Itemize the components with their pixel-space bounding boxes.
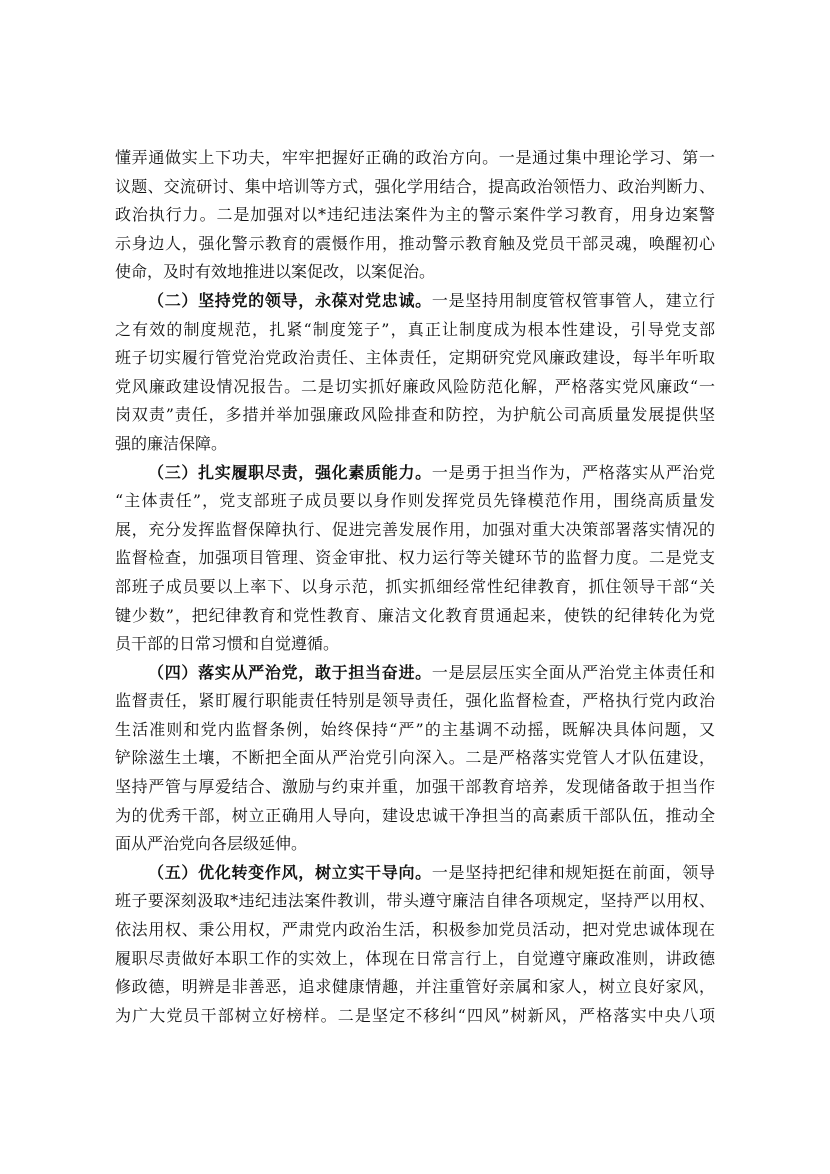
paragraph-first-line <box>115 459 715 488</box>
paragraph-line: 为广大党员干部树立好榜样。二是坚定不移纠“四风”树新风，严格落实中央八项 <box>115 1005 715 1025</box>
paragraph-line: 班子切实履行管党治党政治责任、主体责任，定期研究党风廉政建设，每半年听取 <box>115 348 715 368</box>
paragraph-text: 一是层层压实全面从严治党主体责任和 <box>431 662 715 682</box>
paragraph-line: 部班子成员要以上率下、以身示范，抓实抓细经常性纪律教育，抓住领导干部“关 <box>115 576 715 596</box>
paragraph-line: 键少数”，把纪律教育和党性教育、廉洁文化教育贯通起来，使铁的纪律转化为党 <box>115 605 715 625</box>
paragraph-line: 之有效的制度规范，扎紧“制度笼子”，真正让制度成为根本性建设，引导党支部 <box>115 319 715 339</box>
paragraph-line: 班子要深刻汲取*违纪违法案件教训，带头遵守廉洁自律各项规定，坚持严以用权、 <box>115 891 715 911</box>
paragraph-line: 铲除滋生土壤，不断把全面从严治党引向深入。二是严格落实党管人才队伍建设， <box>115 748 715 768</box>
paragraph-line: 为的优秀干部，树立正确用人导向，建设忠诚干净担当的高素质干部队伍，推动全 <box>115 805 715 825</box>
paragraph-line: 使命，及时有效地推进以案促改，以案促治。 <box>115 262 436 282</box>
document-body <box>115 144 715 1030</box>
paragraph-line: 强的廉洁保障。 <box>115 433 228 453</box>
section-heading: （四）落实从严治党，敢于担当奋进。 <box>148 662 432 682</box>
paragraph-line: 员干部的日常习惯和自觉遵循。 <box>115 634 340 654</box>
paragraph-2 <box>115 287 715 459</box>
paragraph-line: “主体责任”，党支部班子成员要以身作则发挥党员先锋模范作用，围绕高质量发 <box>115 491 715 511</box>
paragraph-line: 示身边人，强化警示教育的震慑作用，推动警示教育触及党员干部灵魂，唤醒初心 <box>115 233 715 253</box>
paragraph-line: 监督检查，加强项目管理、资金审批、权力运行等关键环节的监督力度。二是党支 <box>115 548 715 568</box>
paragraph-line: 坚持严管与厚爱结合、激励与约束并重，加强干部教育培养，发现储备敢于担当作 <box>115 777 715 797</box>
paragraph-line: 面从严治党向各层级延伸。 <box>115 834 308 854</box>
paragraph-1 <box>115 144 715 287</box>
paragraph-line: 展，充分发挥监督保障执行、促进完善发展作用，加强对重大决策部署落实情况的 <box>115 519 715 539</box>
paragraph-first-line <box>115 659 715 688</box>
paragraph-line: 生活准则和党内监督条例，始终保持“严”的主基调不动摇，既解决具体问题，又 <box>115 719 715 739</box>
paragraph-5 <box>115 859 715 1031</box>
paragraph-line: 修政德，明辨是非善恶，追求健康情趣，并注重管好亲属和家人，树立良好家风， <box>115 977 715 997</box>
section-heading: （五）优化转变作风，树立实干导向。 <box>148 862 432 882</box>
paragraph-text: 一是勇于担当作为，严格落实从严治党 <box>431 462 715 482</box>
section-heading: （三）扎实履职尽责，强化素质能力。 <box>148 462 432 482</box>
paragraph-line: 履职尽责做好本职工作的实效上，体现在日常言行上，自觉遵守廉政准则，讲政德 <box>115 948 715 968</box>
section-heading: （二）坚持党的领导，永葆对党忠诚。 <box>148 290 432 310</box>
paragraph-3 <box>115 459 715 659</box>
paragraph-line: 依法用权、秉公用权，严肃党内政治生活，积极参加党员活动，把对党忠诚体现在 <box>115 920 715 940</box>
paragraph-text: 一是坚持用制度管权管事管人，建立行 <box>431 290 715 310</box>
paragraph-line: 政治执行力。二是加强对以*违纪违法案件为主的警示案件学习教育，用身边案警 <box>115 205 715 225</box>
paragraph-line: 监督责任，紧盯履行职能责任特别是领导责任，强化监督检查，严格执行党内政治 <box>115 691 715 711</box>
paragraph-4 <box>115 659 715 859</box>
paragraph-line: 懂弄通做实上下功夫，牢牢把握好正确的政治方向。一是通过集中理论学习、第一 <box>115 148 715 167</box>
paragraph-line: 议题、交流研讨、集中培训等方式，强化学用结合，提高政治领悟力、政治判断力、 <box>115 176 715 196</box>
paragraph-line: 党风廉政建设情况报告。二是切实抓好廉政风险防范化解，严格落实党风廉政“一 <box>115 376 715 396</box>
paragraph-first-line <box>115 859 715 888</box>
paragraph-first-line <box>115 287 715 316</box>
paragraph-line: 岗双责”责任，多措并举加强廉政风险排查和防控，为护航公司高质量发展提供坚 <box>115 405 715 425</box>
paragraph-text: 一是坚持把纪律和规矩挺在前面，领导 <box>431 862 715 882</box>
